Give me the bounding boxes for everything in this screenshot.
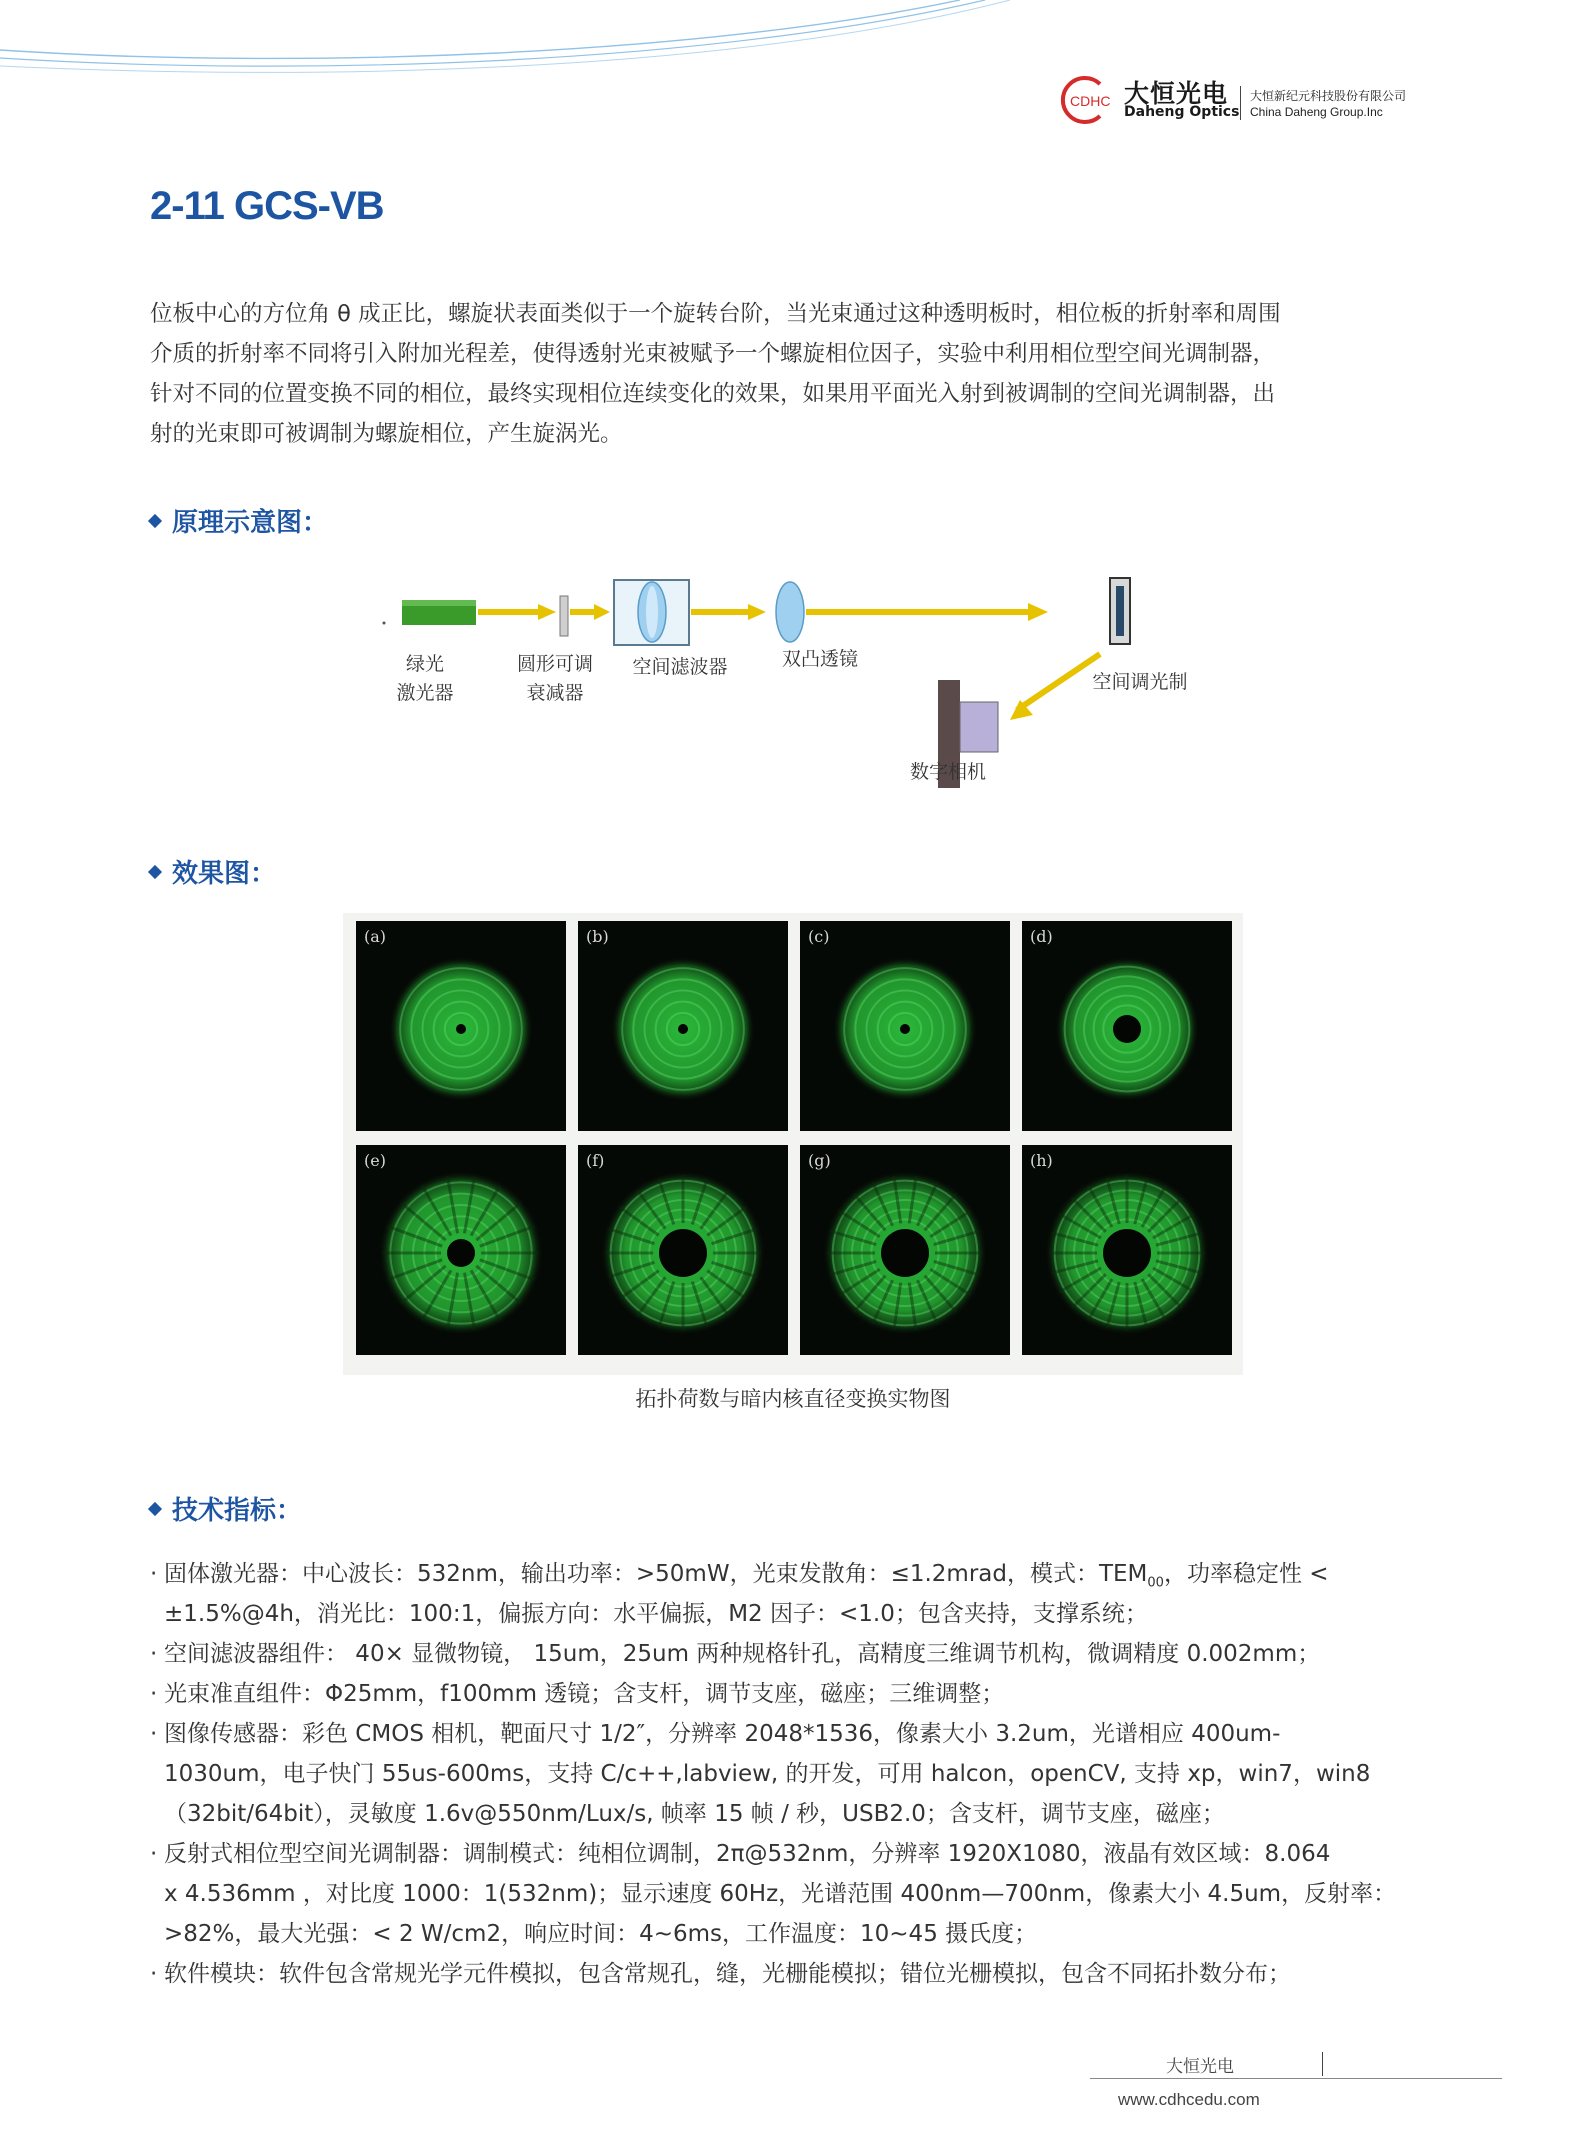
spec-line (150, 1675, 1004, 1708)
logo-mark-text: CDHC (1070, 93, 1111, 109)
beam-arrow (570, 604, 610, 620)
intro-line: 针对不同的位置变换不同的相位，最终实现相位连续变化的效果，如果用平面光入射到被调制的空间光调制器，出 (150, 381, 1276, 407)
vortex-ring-graphic (356, 1145, 566, 1355)
spec-text: 反射式相位型空间光调制器：调制模式：纯相位调制，2π@532nm，分辨率 1920X1080，液晶有效区域：8.064 (164, 1841, 1331, 1867)
section-heading-specs (150, 1490, 302, 1527)
image-label: (c) (808, 927, 830, 946)
schematic-label-attenuator (505, 650, 605, 708)
page-title: 2-11 GCS-VB (150, 184, 384, 228)
spec-line (150, 1635, 1320, 1668)
spec-text: 1030um，电子快门 55us-600ms，支持 C/c++,labview, 的开发，可用 halcon，openCV, 支持 xp，win7，win8 (164, 1761, 1371, 1787)
vortex-beam-image (578, 921, 788, 1131)
image-label: (d) (1030, 927, 1053, 946)
vortex-beam-image (1022, 1145, 1232, 1355)
principle-schematic (370, 570, 1190, 800)
spec-text-tail: ，功率稳定性 < (1163, 1561, 1329, 1587)
brand-name-cn: 大恒光电 (1124, 79, 1229, 108)
spec-bullet: · (150, 1961, 158, 1987)
spec-text: 图像传感器：彩色 CMOS 相机，靶面尺寸 1/2″，分辨率 2048*1536，像素大小 3.2um，光谱相应 400um- (164, 1721, 1281, 1747)
intro-line: 射的光束即可被调制为螺旋相位，产生旋涡光。 (150, 421, 623, 447)
biconvex-lens-icon (776, 582, 804, 642)
spec-bullet: · (150, 1641, 158, 1667)
label-line: 激光器 (396, 682, 454, 704)
vortex-beam-image (356, 921, 566, 1131)
section-heading-text: 原理示意图： (172, 508, 329, 538)
spec-text: 空间滤波器组件： 40× 显微物镜， 15um，25um 两种规格针孔，高精度三维调节机构，微调精度 0.002mm； (164, 1641, 1321, 1667)
label-line: 圆形可调 (516, 653, 593, 675)
image-label: (h) (1030, 1151, 1053, 1170)
header-wave-decoration (0, 0, 1587, 80)
intro-line: 介质的折射率不同将引入附加光程差，使得透射光束被赋予一个螺旋相位因子，实验中利用相位型空间光调制器， (150, 341, 1276, 367)
spec-line (150, 1595, 1148, 1628)
footer-divider (1322, 2052, 1323, 2076)
diamond-bullet-icon (148, 864, 162, 878)
intro-line: 位板中心的方位角 θ 成正比，螺旋状表面类似于一个旋转台阶，当光束通过这种透明板时，相位板的折射率和周围 (150, 301, 1281, 327)
section-heading-text: 效果图： (172, 859, 277, 889)
section-heading-principle (150, 502, 328, 539)
vortex-beam-image (800, 921, 1010, 1131)
beam-arrow (806, 603, 1048, 621)
label-line: 衰减器 (526, 682, 584, 704)
image-label: (g) (808, 1151, 831, 1170)
image-label: (f) (586, 1151, 605, 1170)
spec-bullet: · (150, 1561, 158, 1587)
diamond-bullet-icon (148, 513, 162, 527)
spec-bullet: · (150, 1841, 158, 1867)
cdhc-logo-icon (1056, 72, 1120, 128)
company-name-cn: 大恒新纪元科技股份有限公司 (1250, 89, 1407, 103)
footer-brand: 大恒光电 (1166, 2057, 1234, 2077)
intro-paragraph (150, 294, 1442, 454)
spec-line (150, 1755, 1370, 1788)
vortex-ring-graphic (578, 921, 788, 1131)
spatial-filter-icon (614, 580, 689, 645)
spec-bullet: · (150, 1681, 158, 1707)
spec-subscript: 00 (1147, 1575, 1164, 1591)
vortex-ring-graphic (1022, 1145, 1232, 1355)
schematic-label-camera: 数字相机 (909, 761, 986, 783)
company-name-en: China Daheng Group.Inc (1250, 105, 1383, 119)
beam-arrow (478, 604, 556, 620)
spec-bullet: · (150, 1721, 158, 1747)
spec-text: 软件模块：软件包含常规光学元件模拟，包含常规孔，缝，光栅能模拟；错位光栅模拟，包含不同拓扑数分布； (164, 1961, 1291, 1987)
footer-url: www.cdhcedu.com (1118, 2090, 1260, 2109)
spec-line (150, 1715, 1280, 1748)
spec-line (150, 1835, 1330, 1868)
image-label: (b) (586, 927, 609, 946)
figure-caption: 拓扑荷数与暗内核直径变换实物图 (635, 1387, 951, 1411)
vortex-ring-graphic (1022, 921, 1232, 1131)
marker-dot (383, 622, 386, 625)
schematic-label-filter: 空间滤波器 (632, 656, 728, 678)
effect-images-panel (343, 913, 1243, 1375)
spec-line (150, 1955, 1291, 1988)
spec-line (150, 1915, 1037, 1948)
vortex-ring-graphic (800, 921, 1010, 1131)
vortex-beam-image (800, 1145, 1010, 1355)
beam-arrow (691, 604, 766, 620)
laser-highlight (402, 600, 476, 606)
vortex-beam-image (356, 1145, 566, 1355)
spec-text: （32bit/64bit），灵敏度 1.6v@550nm/Lux/s, 帧率 15 帧 / 秒，USB2.0；含支杆，调节支座，磁座； (164, 1801, 1225, 1827)
logo-divider (1240, 86, 1241, 120)
spec-text: x 4.536mm ，对比度 1000：1(532nm)；显示速度 60Hz，光谱范围 400nm—700nm，像素大小 4.5um，反射率： (164, 1881, 1397, 1907)
diamond-bullet-icon (148, 1501, 162, 1515)
slm-icon (1110, 578, 1130, 644)
vortex-ring-graphic (578, 1145, 788, 1355)
spec-line (150, 1555, 1329, 1591)
vortex-beam-image (578, 1145, 788, 1355)
section-heading-effect (150, 853, 276, 890)
vortex-ring-graphic (800, 1145, 1010, 1355)
spec-text: >82%，最大光强：< 2 W/cm2，响应时间：4~6ms，工作温度：10~45 摄氏度； (164, 1921, 1038, 1947)
vortex-ring-graphic (356, 921, 566, 1131)
spec-line (150, 1875, 1396, 1908)
attenuator-icon (560, 596, 568, 636)
footer-rule (1090, 2078, 1502, 2079)
image-label: (e) (364, 1151, 386, 1170)
schematic-label-laser (390, 650, 460, 708)
spec-text: ±1.5%@4h，消光比：100:1，偏振方向：水平偏振，M2 因子：<1.0；包含夹持，支撑系统； (164, 1601, 1148, 1627)
schematic-label-lens: 双凸透镜 (781, 648, 858, 670)
vortex-beam-image (1022, 921, 1232, 1131)
schematic-label-slm: 空间调光制 (1092, 671, 1188, 693)
brand-name-en: Daheng Optics (1124, 104, 1240, 120)
spec-text: 光束准直组件：Φ25mm，f100mm 透镜；含支杆，调节支座，磁座；三维调整； (164, 1681, 1005, 1707)
spec-text: 固体激光器：中心波长：532nm，输出功率：>50mW，光束发散角：≤1.2mrad，模式：TEM (164, 1561, 1148, 1587)
section-heading-text: 技术指标： (172, 1496, 303, 1526)
image-label: (a) (364, 927, 387, 946)
label-line: 绿光 (405, 653, 444, 675)
spec-line (150, 1795, 1225, 1828)
